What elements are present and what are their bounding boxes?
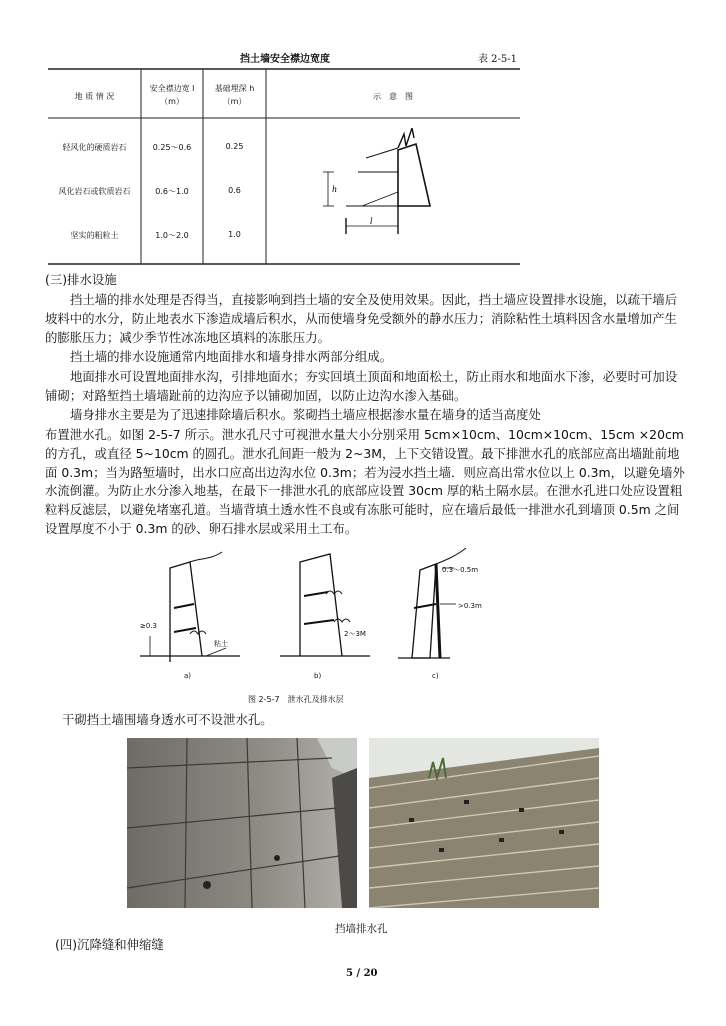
stone-wall-image [369, 738, 599, 908]
photo-caption: 挡墙排水孔 [335, 923, 388, 935]
section3-paragraph-1: 挡土墙的排水处理是否得当，直接影响到挡土墙的安全及使用效果。因此，挡土墙应设置排水设施，以疏干墙后坡料中的水分，防止地表水下渗造成墙后积水，从而使墙身免受额外的静水压力；消除粘性土填料因含水量增加产生的膨胀压力；减少季节性冰冻地区填料的冻胀压力。 [45, 292, 678, 345]
weep-hole-figure [130, 548, 590, 708]
header-condition: 地 质 情 况 [74, 92, 115, 101]
label-03: ≥0.3 [140, 622, 157, 630]
label-2-3m: 2～3M [344, 630, 366, 638]
row3-depth: 1.0 [228, 230, 241, 239]
dim-l-label: l [370, 217, 373, 226]
section3-paragraph-4b: 布置泄水孔。如图 2-5-7 所示。泄水孔尺寸可视泄水量大小分别采用 5cm×10cm、10cm×10cm、15cm ×20cm 的方孔，或直径 5~10cm 的圆孔。泄水孔间距一般为 2~3M，上下交错设置。最下排泄水孔的底部应高出墙趾前地面 0.3m；当为路堑墙时，出水口应高出边沟水位 0.3m；若为浸水挡土墙．则应高出常水位以上 0.3m，以避免墙外水流倒灌。为防止水分渗入地基，在最下一排泄水孔的底部应设置 30cm 厚的粘土隔水层。在泄水孔进口处应设置粗粒料反滤层，以避免堵塞孔道。当墙背填土透水性不良或有冻胀可能时，应在墙后最低一排泄水孔到墙顶 0.5m 之间设置厚度不小于 0.3m 的砂、卵石排水层或采用土工布。 [45, 427, 685, 536]
section4-heading: (四)沉降缝和伸缩缝 [55, 937, 164, 952]
table-title: 挡土墙安全襟边宽度 [240, 54, 330, 65]
weep-hole-drawings [130, 548, 590, 708]
row3-condition: 坚实的粗粒土 [70, 231, 119, 240]
row1-condition: 轻风化的硬质岩石 [62, 143, 127, 152]
table-reference: 表 2-5-1 [478, 54, 518, 65]
section3-paragraph-3: 地面排水可设置地面排水沟，引排地面水；夯实回填土顶面和地面松土，防止雨水和地面水下渗，必要时可加设铺砌；对路堑挡土墙墙趾前的边沟应予以铺砌加固，以防止边沟水渗入基础。 [45, 369, 678, 403]
dim-h-label: h [332, 185, 338, 194]
header-depth: 基础埋深 h （m） [214, 84, 255, 106]
section3-paragraph-4a: 墙身排水主要是为了迅速排除墙后积水。浆砌挡土墙应根据渗水量在墙身的适当高度处 [70, 407, 541, 422]
header-diagram: 示 意 图 [373, 92, 413, 101]
row2-margin: 0.6～1.0 [155, 187, 189, 196]
page-number: 5 / 20 [346, 968, 378, 979]
label-c: c) [432, 672, 439, 680]
label-top: 0.3～0.5m [442, 566, 479, 574]
label-thick: >0.3m [458, 602, 482, 610]
concrete-wall-photo [127, 738, 357, 908]
stone-wall-photo [369, 738, 599, 908]
dry-wall-note: 干砌挡土墙围墙身透水可不设泄水孔。 [62, 712, 273, 727]
figure-caption: 图 2-5-7 泄水孔及排水层 [248, 695, 344, 704]
label-b: b) [314, 672, 322, 680]
row2-condition: 风化岩石或软质岩石 [58, 187, 131, 196]
safety-margin-table [48, 68, 520, 265]
row1-margin: 0.25～0.6 [152, 143, 192, 152]
concrete-wall-image [127, 738, 357, 908]
row1-depth: 0.25 [225, 142, 244, 151]
label-clay: 粘土 [214, 640, 228, 648]
label-a: a) [184, 672, 192, 680]
row2-depth: 0.6 [228, 186, 241, 195]
section3-paragraph-2: 挡土墙的排水设施通常内地面排水和墙身排水两部分组成。 [70, 349, 393, 364]
footing-schematic [318, 128, 468, 238]
section3-heading: (三)排水设施 [45, 272, 117, 287]
header-margin: 安全襟边宽 l （m） [149, 84, 195, 106]
row3-margin: 1.0～2.0 [155, 231, 189, 240]
